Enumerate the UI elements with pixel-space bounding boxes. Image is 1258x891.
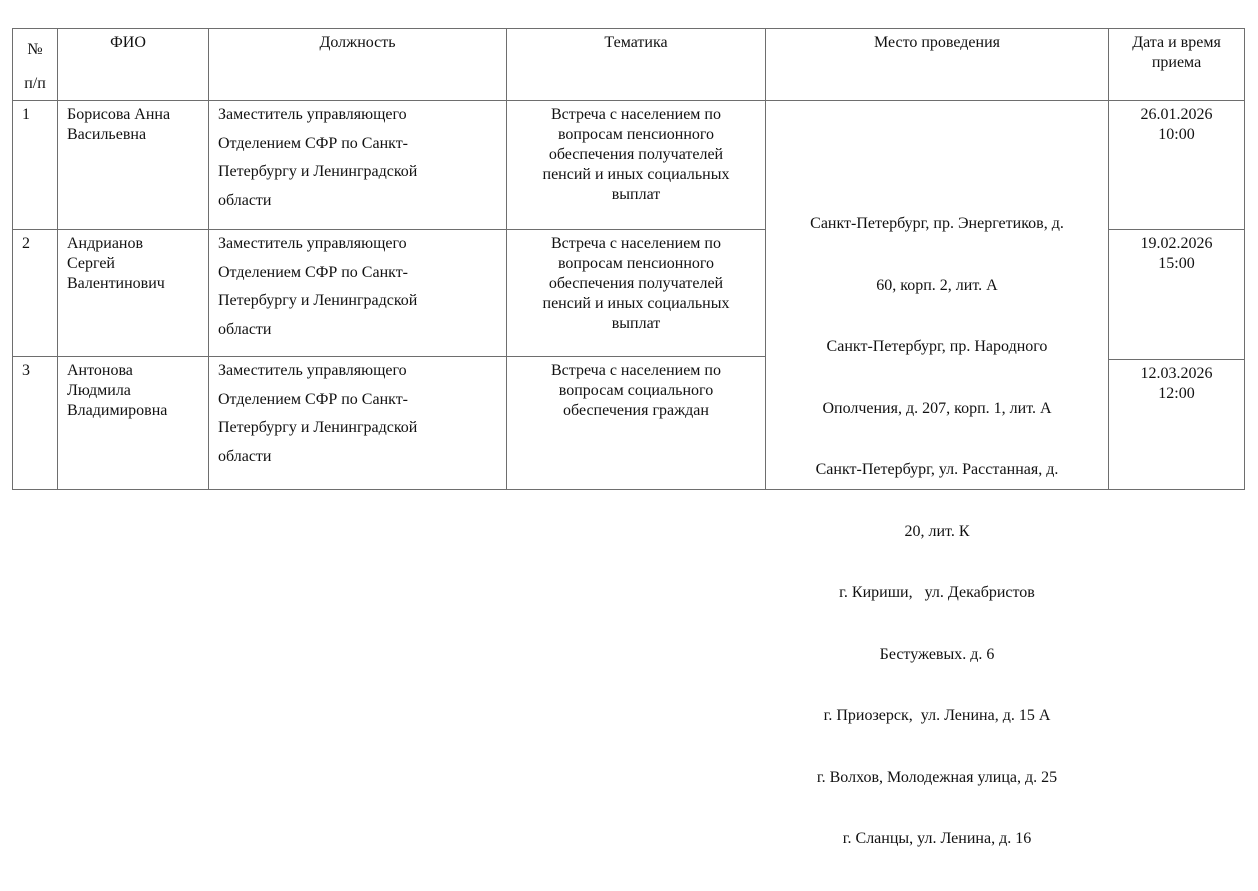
datetime-cell xyxy=(1108,100,1245,230)
date-value: 26.01.2026 xyxy=(1140,106,1213,123)
position-line: Петербургу и Ленинградской xyxy=(218,292,418,309)
fio-line: Владимировна xyxy=(67,402,168,419)
topic-cell xyxy=(506,229,766,357)
fio-line: Борисова Анна xyxy=(67,106,171,123)
position-line: области xyxy=(218,320,272,338)
position-cell xyxy=(208,356,507,490)
row-number: 2 xyxy=(22,235,30,252)
row-number: 1 xyxy=(22,106,30,123)
header-topic-cell xyxy=(506,28,766,101)
header-num-label: № xyxy=(27,41,43,58)
fio-line: Антонова xyxy=(67,362,133,379)
position-line: Отделением СФР по Санкт- xyxy=(218,390,409,408)
topic-line: вопросам пенсионного xyxy=(557,126,715,143)
time-value: 15:00 xyxy=(1158,255,1195,272)
time-value: 12:00 xyxy=(1158,385,1195,402)
fio-cell xyxy=(57,100,209,230)
topic-line: выплат xyxy=(611,315,661,332)
place-line: г. Волхов, Молодежная улица, д. 25 xyxy=(816,768,1058,786)
place-line: 60, корп. 2, лит. А xyxy=(876,276,998,294)
topic-line: вопросам социального xyxy=(558,382,714,399)
header-topic: Тематика xyxy=(604,34,668,51)
place-line: Санкт-Петербург, пр. Энергетиков, д. xyxy=(810,215,1064,232)
header-fio: ФИО xyxy=(110,34,146,51)
place-line: г. Сланцы, ул. Ленина, д. 16 xyxy=(842,830,1032,847)
fio-line: Людмила xyxy=(67,382,131,399)
position-cell xyxy=(208,229,507,357)
header-datetime-label: Дата и время xyxy=(1132,34,1221,51)
topic-cell xyxy=(506,356,766,490)
num-cell xyxy=(12,229,58,357)
date-value: 12.03.2026 xyxy=(1140,365,1213,382)
topic-line: выплат xyxy=(611,186,661,203)
position-line: Заместитель управляющего xyxy=(218,106,407,123)
fio-line: Андрианов xyxy=(67,235,144,252)
num-cell xyxy=(12,100,58,230)
place-line: 20, лит. К xyxy=(904,522,970,540)
position-line: Петербургу и Ленинградской xyxy=(218,419,418,436)
datetime-cell xyxy=(1108,229,1245,360)
header-place: Место проведения xyxy=(873,34,1001,51)
position-line: Отделением СФР по Санкт- xyxy=(218,134,409,152)
fio-cell xyxy=(57,229,209,357)
position-line: Заместитель управляющего xyxy=(218,235,407,252)
place-line: Бестужевых. д. 6 xyxy=(879,645,995,663)
place-line: Санкт-Петербург, ул. Расстанная, д. xyxy=(815,461,1059,478)
place-line: Санкт-Петербург, пр. Народного xyxy=(826,338,1048,355)
date-value: 19.02.2026 xyxy=(1140,235,1213,252)
header-fio-cell xyxy=(57,28,209,101)
topic-line: пенсий и иных социальных xyxy=(542,166,730,183)
datetime-cell xyxy=(1108,359,1245,490)
fio-line: Валентинович xyxy=(67,275,165,292)
place-line: г. Кириши, ул. Декабристов xyxy=(839,584,1035,601)
topic-line: обеспечения получателей xyxy=(548,275,724,292)
topic-line: обеспечения граждан xyxy=(563,402,709,419)
place-line: Ополчения, д. 207, корп. 1, лит. А xyxy=(822,399,1052,417)
fio-cell xyxy=(57,356,209,490)
topic-line: Встреча с населением по xyxy=(551,106,721,123)
topic-line: Встреча с населением по xyxy=(551,362,721,379)
place-line: г. Приозерск, ул. Ленина, д. 15 А xyxy=(823,707,1051,724)
header-place-cell xyxy=(765,28,1109,101)
header-datetime-cell xyxy=(1108,28,1245,101)
topic-line: пенсий и иных социальных xyxy=(542,295,730,312)
fio-line: Сергей xyxy=(67,255,115,272)
header-num-sublabel: п/п xyxy=(24,75,46,92)
header-position-cell xyxy=(208,28,507,101)
num-cell xyxy=(12,356,58,490)
position-line: Отделением СФР по Санкт- xyxy=(218,263,409,281)
position-line: области xyxy=(218,447,272,465)
row-number: 3 xyxy=(22,362,30,379)
header-position: Должность xyxy=(319,34,396,51)
position-cell xyxy=(208,100,507,230)
topic-cell xyxy=(506,100,766,230)
position-line: области xyxy=(218,191,272,209)
topic-line: Встреча с населением по xyxy=(551,235,721,252)
place-cell xyxy=(765,100,1109,847)
topic-line: вопросам пенсионного xyxy=(557,255,715,272)
time-value: 10:00 xyxy=(1158,126,1195,143)
fio-line: Васильевна xyxy=(67,126,147,143)
topic-line: обеспечения получателей xyxy=(548,146,724,163)
header-datetime-sublabel: приема xyxy=(1151,54,1202,71)
position-line: Петербургу и Ленинградской xyxy=(218,163,418,180)
position-line: Заместитель управляющего xyxy=(218,362,407,379)
